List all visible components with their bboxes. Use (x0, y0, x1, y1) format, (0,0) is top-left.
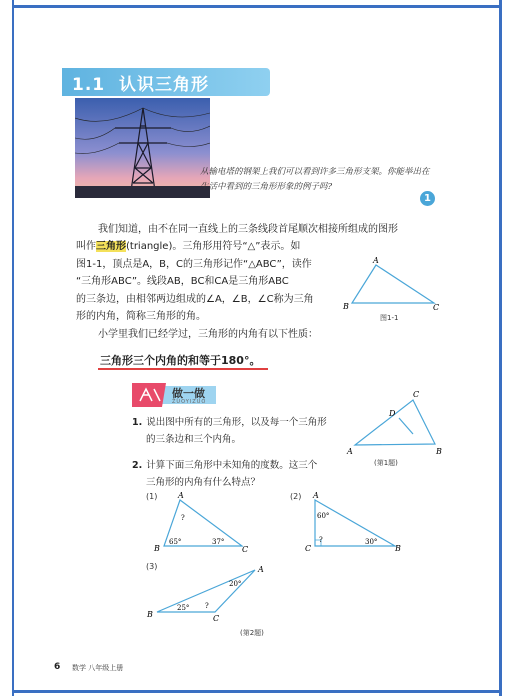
intro-line-1: 我们知道，由不在同一直线上的三条线段首尾顺次相接所组成的图形 (98, 224, 398, 235)
q2-triangle-1 (150, 488, 260, 558)
question-2-line-1: 2. 计算下面三角形中未知角的度数。这三个 (132, 460, 318, 471)
q2-label-2: (2) (290, 492, 302, 501)
svg-text:25°: 25° (177, 604, 190, 612)
section-number: 1.1 (72, 75, 106, 95)
svg-text:D: D (389, 409, 396, 418)
section-title: 认识三角形 (118, 75, 209, 95)
svg-text:B: B (154, 544, 160, 553)
page-border-left (12, 0, 14, 696)
intro-line-2: 叫作三角形(triangle)。三角形用符号“△”表示。如 (76, 241, 301, 252)
book-title: 数学 八年级上册 (72, 664, 124, 672)
tower-photo (75, 98, 210, 198)
activity-title: 做一做 (172, 387, 205, 400)
q2-triangle-2 (305, 488, 415, 558)
svg-text:20°: 20° (229, 580, 242, 588)
figure-question-1 (345, 388, 445, 458)
svg-text:C: C (213, 614, 220, 623)
svg-text:C: C (242, 545, 249, 554)
svg-text:C: C (305, 544, 312, 553)
figure-question-2-caption: (第2题) (240, 629, 264, 637)
intro-line-7: 小学里我们已经学过，三角形的内角有以下性质： (98, 329, 318, 340)
page-border-top (12, 5, 502, 8)
page-border-right (499, 0, 502, 696)
question-1-line-1: 1. 说出图中所有的三角形，以及每一个三角形 (132, 417, 327, 428)
q2-triangle-3 (145, 562, 275, 627)
svg-text:B: B (147, 610, 153, 619)
page-number: 6 (54, 662, 61, 672)
svg-text:?: ? (205, 602, 209, 610)
key-fact-underline (98, 368, 268, 370)
svg-text:B: B (343, 302, 349, 311)
intro-line-5: 的三条边，由相邻两边组成的∠A，∠B，∠C称为三角 (76, 294, 314, 305)
svg-text:A: A (347, 447, 353, 456)
q2-label-1: (1) (146, 492, 158, 501)
svg-text:C: C (413, 390, 420, 399)
svg-text:A: A (178, 491, 184, 500)
section-heading (72, 70, 209, 95)
key-fact: 三角形三个内角的和等于180°。 (100, 354, 261, 367)
intro-line-3: 图1-1，顶点是A，B，C的三角形记作“△ABC”，读作 (76, 259, 312, 270)
activity-subtitle: ZUOYIZUO (172, 399, 207, 405)
svg-text:A: A (258, 565, 264, 574)
photo-caption: 从输电塔的钢架上我们可以看到许多三角形支架。你能举出在生活中看到的三角形形象的例子吗? (200, 167, 430, 192)
svg-text:?: ? (319, 536, 323, 544)
question-2-line-2: 三角形的内角有什么特点？ (146, 477, 261, 488)
example-badge: 1 (420, 191, 435, 206)
q2-label-3: (3) (146, 562, 158, 571)
intro-line-4: “三角形ABC”。线段AB，BC和CA是三角形ABC (76, 276, 289, 287)
svg-text:30°: 30° (365, 538, 378, 546)
intro-line-6: 形的内角，简称三角形的角。 (76, 311, 206, 322)
svg-text:B: B (395, 544, 401, 553)
svg-text:65°: 65° (169, 538, 182, 546)
svg-text:?: ? (181, 514, 185, 522)
svg-text:C: C (433, 303, 440, 312)
svg-text:60°: 60° (317, 512, 330, 520)
question-1-line-2: 的三条边和三个内角。 (146, 434, 242, 445)
term-triangle: 三角形 (96, 241, 126, 252)
svg-text:37°: 37° (212, 538, 225, 546)
figure-question-1-caption: (第1题) (374, 459, 398, 467)
svg-text:A: A (313, 491, 319, 500)
figure-1-1-caption: 图1-1 (380, 314, 399, 322)
svg-text:A: A (373, 256, 379, 265)
svg-text:B: B (436, 447, 442, 456)
page-border-bottom (12, 690, 502, 693)
